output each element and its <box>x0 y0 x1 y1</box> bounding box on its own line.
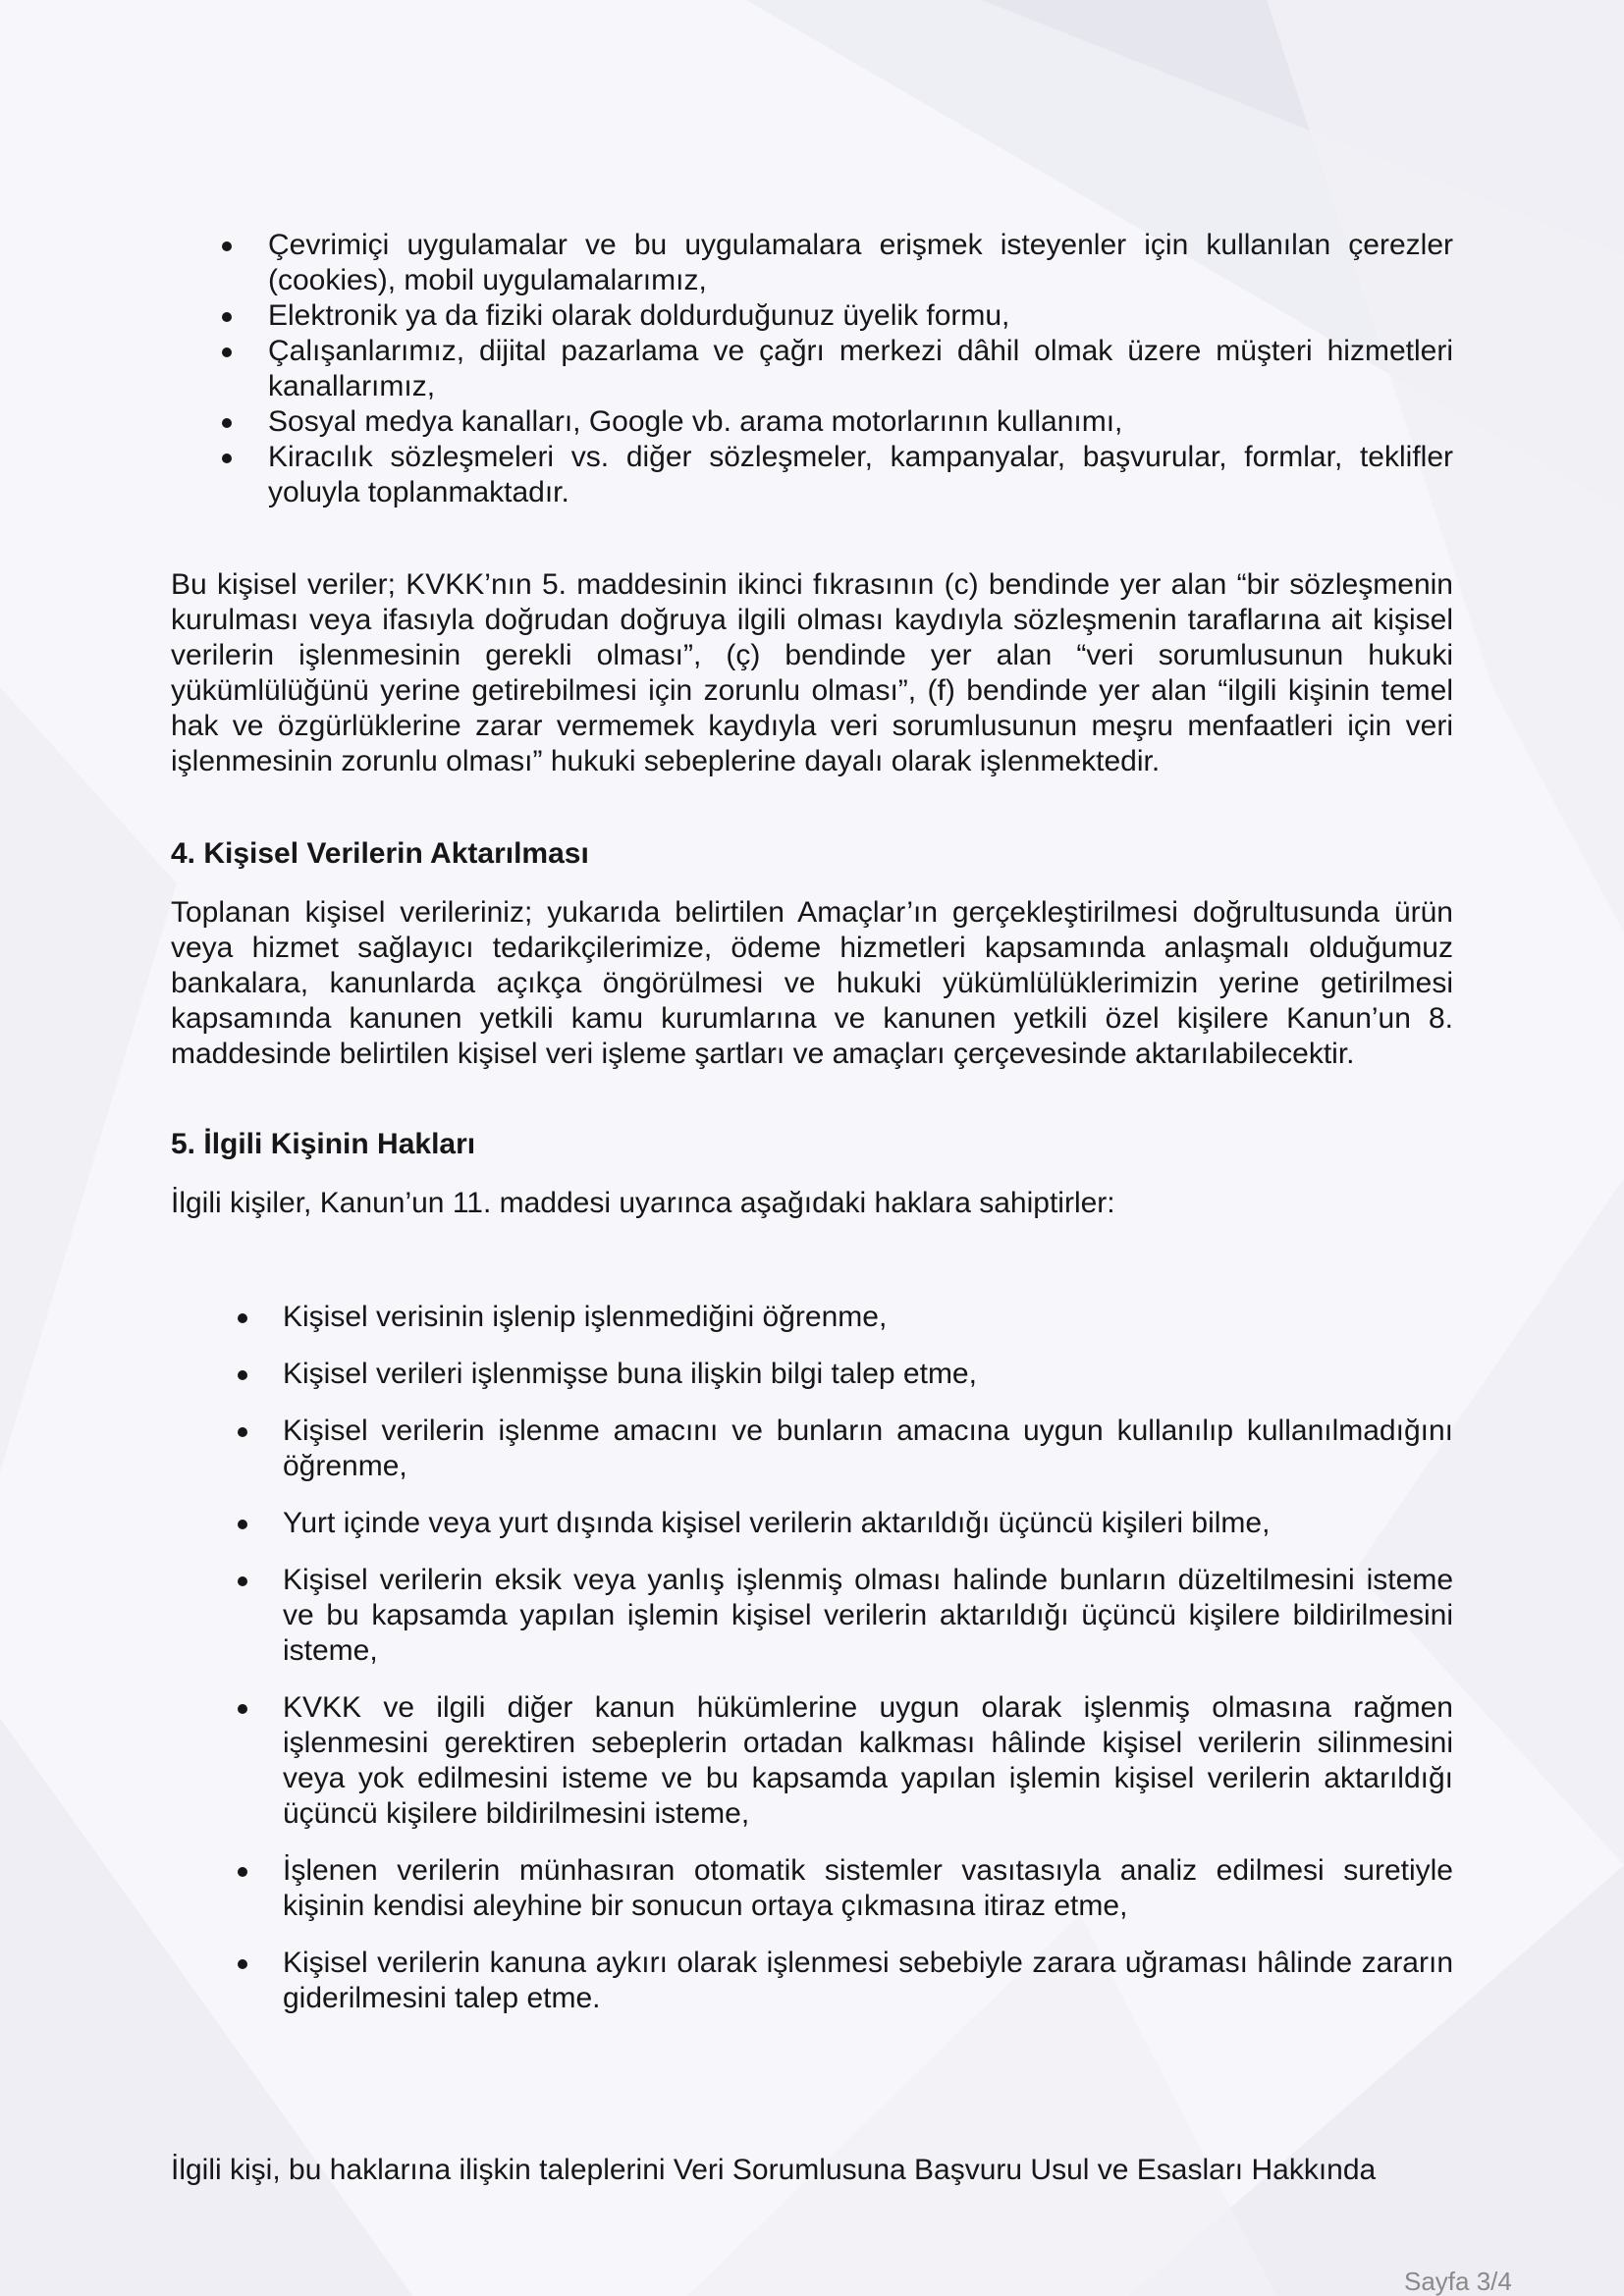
list-item: Kişisel verilerin eksik veya yanlış işlenmiş olması halinde bunların düzeltilmesini isteme ve bu kapsamda yapılan işlemin kişisel verilerin aktarıldığı üçüncü kişilere bildirilmesini isteme, <box>283 1564 1453 1667</box>
page-number: Sayfa 3/4 <box>1404 2267 1512 2296</box>
legal-basis-paragraph: Bu kişisel veriler; KVKK’nın 5. maddesinin ikinci fıkrasının (c) bendinde yer alan “bir sözleşmenin kurulması veya ifasıyla doğrudan doğruya ilgili olması kaydıyla sözleşmenin taraflarına ait kişisel verilerin işlenmesinin gerekli olması”, (ç) bendinde yer alan “veri sorumlusunun hukuki yükümlülüğünü yerine getirebilmesi için zorunlu olması”, (f) bendinde yer alan “ilgili kişinin temel hak ve özgürlüklerine zarar vermemek kaydıyla veri sorumlusunun meşru menfaatleri için veri işlenmesinin zorunlu olması” hukuki sebeplerine dayalı olarak işlenmektedir. <box>171 568 1453 777</box>
list-item: Çevrimiçi uygulamalar ve bu uygulamalara erişmek isteyenler için kullanılan çerezler (cookies), mobil uygulamalarımız, <box>268 229 1453 296</box>
list-item: Kişisel verisinin işlenip işlenmediğini öğrenme, <box>283 1300 1453 1335</box>
list-item: Elektronik ya da fiziki olarak doldurduğunuz üyelik formu, <box>268 298 1453 334</box>
list-item: Kişisel verilerin kanuna aykırı olarak işlenmesi sebebiyle zarara uğraması hâlinde zararın giderilmesini talep etme. <box>283 1947 1453 2014</box>
list-item: Sosyal medya kanalları, Google vb. arama motorlarının kullanımı, <box>268 404 1453 440</box>
list-item: KVKK ve ilgili diğer kanun hükümlerine uygun olarak işlenmiş olmasına rağmen işlenmesini gerektiren sebeplerin ortadan kalkması hâlinde kişisel verilerin silinmesini veya yok edilmesini isteme ve bu kapsamda yapılan işlemin kişisel verilerin aktarıldığı üçüncü kişilere bildirilmesini isteme, <box>283 1691 1453 1830</box>
section-5-heading: 5. İlgili Kişinin Hakları <box>171 1128 476 1160</box>
data-subject-rights-list <box>283 1300 1453 2038</box>
list-item: Kişisel verileri işlenmişse buna ilişkin bilgi talep etme, <box>283 1357 1453 1392</box>
section-5-closing: İlgili kişi, bu haklarına ilişkin taleplerini Veri Sorumlusuna Başvuru Usul ve Esasları Hakkında <box>171 2154 1377 2186</box>
section-4-heading: 4. Kişisel Verilerin Aktarılması <box>171 837 589 870</box>
list-item: Kişisel verilerin işlenme amacını ve bunların amacına uygun kullanılıp kullanılmadığını öğrenme, <box>283 1415 1453 1482</box>
list-item: Kiracılık sözleşmeleri vs. diğer sözleşmeler, kampanyalar, başvurular, formlar, teklifler yoluyla toplanmaktadır. <box>268 441 1453 508</box>
section-5-intro: İlgili kişiler, Kanun’un 11. maddesi uyarınca aşağıdaki haklara sahiptirler: <box>171 1187 1115 1219</box>
section-4-body: Toplanan kişisel verileriniz; yukarıda belirtilen Amaçlar’ın gerçekleştirilmesi doğrultusunda ürün veya hizmet sağlayıcı tedarikçilerimize, ödeme hizmetleri kapsamında anlaşmalı olduğumuz bankalara, kanunlarda açıkça öngörülmesi ve hukuki yükümlülüklerimizin yerine getirilmesi kapsamında kanunen yetkili kamu kurumlarına ve kanunen yetkili özel kişilere Kanun’un 8. maddesinde belirtilen kişisel veri işleme şartları ve amaçları çerçevesinde aktarılabilecektir. <box>171 896 1453 1070</box>
list-item: Çalışanlarımız, dijital pazarlama ve çağrı merkezi dâhil olmak üzere müşteri hizmetleri kanallarımız, <box>268 335 1453 402</box>
list-item: Yurt içinde veya yurt dışında kişisel verilerin aktarıldığı üçüncü kişileri bilme, <box>283 1506 1453 1541</box>
list-item: İşlenen verilerin münhasıran otomatik sistemler vasıtasıyla analiz edilmesi suretiyle kişinin kendisi aleyhine bir sonucun ortaya çıkmasına itiraz etme, <box>283 1854 1453 1922</box>
data-collection-methods-list <box>268 228 1453 510</box>
